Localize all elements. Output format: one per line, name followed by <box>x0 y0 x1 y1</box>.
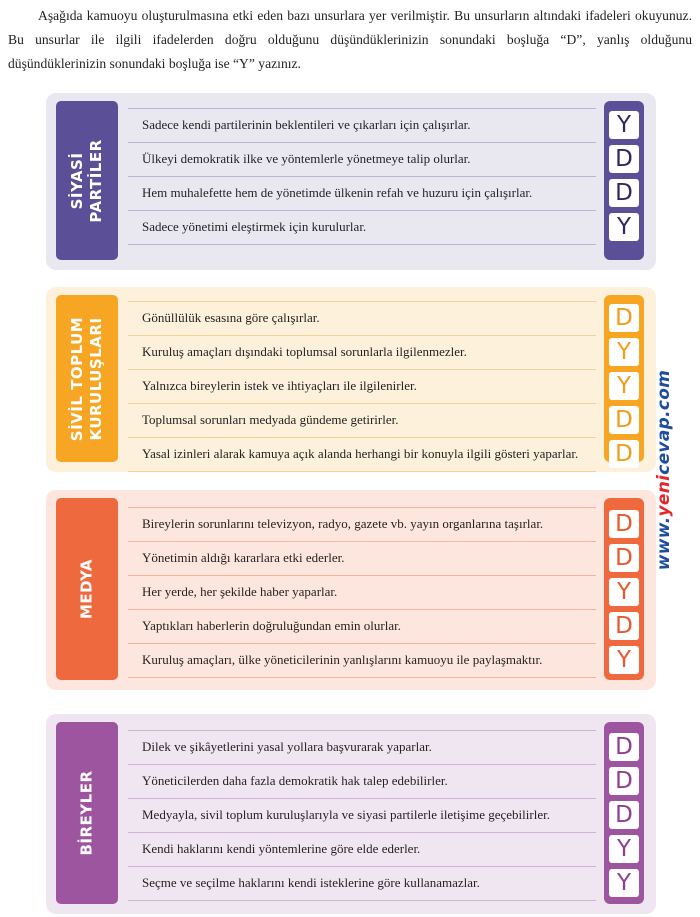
watermark-www: www. <box>654 516 674 571</box>
statement-row: Ülkeyi demokratik ilke ve yöntemlerle yönetmeye talip olurlar. <box>142 151 471 166</box>
section-1 <box>46 287 656 472</box>
statement-row: Sadece kendi partilerinin beklentileri ve çıkarları için çalışırlar. <box>142 117 471 132</box>
statement-row: Yöneticilerden daha fazla demokratik hak talep edebilirler. <box>142 773 448 788</box>
section-title-line2: PARTİLER <box>87 138 105 223</box>
row-divider <box>128 244 596 245</box>
statement-row: Kendi haklarını kendi yöntemlerine göre elde ederler. <box>142 841 421 856</box>
answer-box[interactable]: D <box>609 510 639 538</box>
instructions-paragraph: Aşağıda kamuoyu oluşturulmasına etki eden bazı unsurlara yer verilmiştir. Bu unsurların altındaki ifadeleri okuyunuz. Bu unsurlar ile ilgili ifadelerden doğru olduğunu düşündüklerinizin sonundaki boşluğa “D”, yanlış olduğunu düşündüklerinizin sonundaki boşluğa ise “Y” yazınız. <box>8 8 692 71</box>
answer-box[interactable]: Y <box>609 835 639 863</box>
answer-box[interactable]: D <box>609 801 639 829</box>
statement-row: Seçme ve seçilme haklarını kendi isteklerine göre kullanamazlar. <box>142 875 480 890</box>
answer-box[interactable]: D <box>609 179 639 207</box>
row-divider <box>128 900 596 901</box>
section-title-line1: BİREYLER <box>77 770 96 856</box>
answer-box[interactable]: Y <box>609 111 639 139</box>
statement-row: Medyayla, sivil toplum kuruluşlarıyla ve siyasi partilerle iletişime geçebilirler. <box>142 807 550 822</box>
answer-box[interactable]: D <box>609 304 639 332</box>
statement-row: Yasal izinleri alarak kamuya açık alanda herhangi bir konuyla ilgili gösteri yaparlar. <box>142 446 579 461</box>
answer-box[interactable]: D <box>609 612 639 640</box>
statement-row: Kuruluş amaçları dışındaki toplumsal sorunlarla ilgilenmezler. <box>142 344 467 359</box>
statement-row: Bireylerin sorunlarını televizyon, radyo, gazete vb. yayın organlarına taşırlar. <box>142 516 544 531</box>
answer-box[interactable]: Y <box>609 869 639 897</box>
statement-row: Her yerde, her şekilde haber yaparlar. <box>142 584 338 599</box>
statement-row: Sadece yönetimi eleştirmek için kurulurlar. <box>142 219 367 234</box>
section-title-line1: SİVİL TOPLUM <box>68 316 86 441</box>
answer-box[interactable]: Y <box>609 213 639 241</box>
answer-box[interactable]: D <box>609 406 639 434</box>
section-title <box>78 770 97 855</box>
answer-column <box>604 498 644 680</box>
watermark-cevap: cevap <box>654 416 674 475</box>
answer-box[interactable]: Y <box>609 372 639 400</box>
answer-box[interactable]: D <box>609 733 639 761</box>
section-side-label-block <box>56 101 118 260</box>
statement-row: Gönüllülük esasına göre çalışırlar. <box>142 310 320 325</box>
section-title <box>78 559 97 619</box>
answer-column <box>604 295 644 467</box>
watermark-yeni: yeni <box>654 474 674 517</box>
statement-row: Toplumsal sorunları medyada gündeme getirirler. <box>142 412 399 427</box>
answer-box[interactable]: Y <box>609 646 639 674</box>
section-side-label-block <box>56 498 118 680</box>
answer-box[interactable]: D <box>609 145 639 173</box>
statement-row: Yaptıkları haberlerin doğruluğundan emin olurlar. <box>142 618 401 633</box>
website-watermark <box>654 370 674 570</box>
statement-row: Yönetimin aldığı kararlara etki ederler. <box>142 550 345 565</box>
answer-box[interactable]: D <box>609 440 639 468</box>
row-divider <box>128 471 596 472</box>
section-side-label-block <box>56 722 118 904</box>
answer-box[interactable]: Y <box>609 338 639 366</box>
statement-row: Dilek ve şikâyetlerini yasal yollara başvurarak yaparlar. <box>142 739 432 754</box>
answer-column <box>604 101 644 260</box>
answer-column <box>604 722 644 904</box>
section-title <box>68 139 106 222</box>
statement-row: Hem muhalefette hem de yönetimde ülkenin refah ve huzuru için çalışırlar. <box>142 185 533 200</box>
section-title-line2: KURULUŞLARI <box>87 316 105 441</box>
section-title-line1: SİYASİ <box>68 152 86 209</box>
answer-box[interactable]: D <box>609 544 639 572</box>
answer-box[interactable]: Y <box>609 578 639 606</box>
section-0 <box>46 93 656 270</box>
watermark-com: .com <box>654 369 674 417</box>
answer-box[interactable]: D <box>609 767 639 795</box>
statement-row: Kuruluş amaçları, ülke yöneticilerinin yanlışlarını kamuoyu ile paylaşmaktır. <box>142 652 543 667</box>
statement-row: Yalnızca bireylerin istek ve ihtiyaçları ile ilgilenirler. <box>142 378 417 393</box>
row-divider <box>128 677 596 678</box>
section-title-line1: MEDYA <box>77 558 96 620</box>
section-title <box>68 316 106 440</box>
section-side-label-block <box>56 295 118 462</box>
section-3 <box>46 714 656 914</box>
section-2 <box>46 490 656 690</box>
